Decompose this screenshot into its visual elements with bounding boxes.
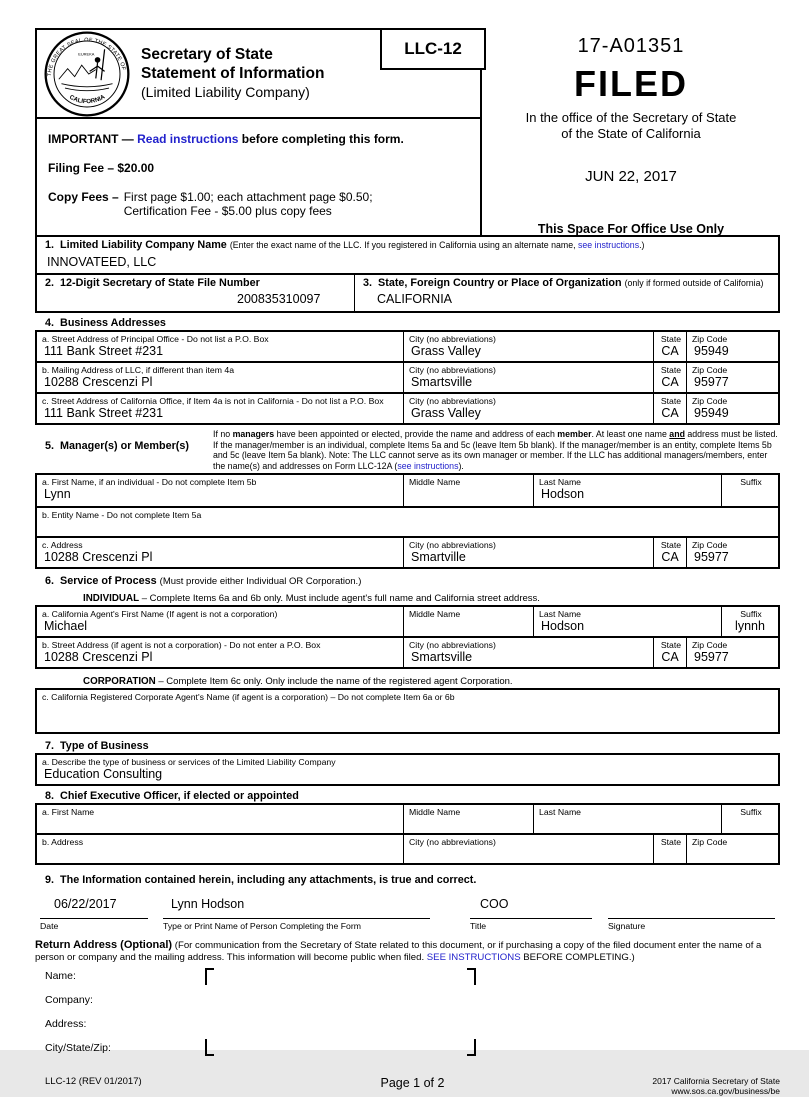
return-company-label: Company: xyxy=(45,994,93,1007)
signature-label: Signature xyxy=(608,920,646,931)
important-rest: before completing this form. xyxy=(238,132,404,146)
agent-state-field[interactable]: CA xyxy=(661,649,679,664)
address-field[interactable]: 10288 Crescenzi Pl xyxy=(44,549,153,564)
title-field[interactable]: COO xyxy=(470,897,592,919)
header-left-box xyxy=(35,28,482,237)
ceo-suffix-field[interactable] xyxy=(722,817,778,833)
file-number-field[interactable]: 200835310097 xyxy=(237,292,321,306)
california-state-seal-icon xyxy=(43,30,131,118)
date-field[interactable]: 06/22/2017 xyxy=(40,897,148,919)
filing-number: 17-A01351 xyxy=(577,35,685,57)
fees-info-area xyxy=(37,119,480,218)
zip-label: Zip Code xyxy=(692,334,728,344)
bracket-bottom-right-mark xyxy=(467,1039,476,1056)
state-label: State xyxy=(660,639,682,650)
return-address-section xyxy=(35,939,780,1060)
ceo-middle-name-field[interactable] xyxy=(404,817,533,833)
agent-suffix-field[interactable]: lynnh xyxy=(735,618,765,633)
filed-office-line1: In the office of the Secretary of State xyxy=(525,110,737,125)
state-label: State xyxy=(660,539,682,550)
entity-name-field[interactable] xyxy=(37,520,778,536)
city-label: City (no abbreviations) xyxy=(409,365,496,375)
street-field[interactable]: 10288 Crescenzi Pl xyxy=(44,375,153,389)
seal-motto-text: EUREKA xyxy=(78,51,95,57)
ceo-name-row-8a xyxy=(35,803,780,835)
section-8-heading: 8. Chief Executive Officer, if elected or appointed xyxy=(45,789,299,802)
read-instructions-link[interactable]: Read instructions xyxy=(137,132,239,146)
suffix-label: Suffix xyxy=(740,476,762,487)
agent-street-field[interactable]: 10288 Crescenzi Pl xyxy=(44,649,153,664)
bracket-top-right-mark xyxy=(467,968,476,985)
state-label: State xyxy=(660,365,682,375)
city-label: City (no abbreviations) xyxy=(409,396,496,406)
state-field[interactable]: CA xyxy=(661,375,679,389)
section-5-intro xyxy=(35,425,780,475)
company-name-field[interactable]: INNOVATEED, LLC xyxy=(47,255,157,269)
agent-address-row-6b xyxy=(35,636,780,669)
row-label: b. Address xyxy=(42,836,84,847)
zip-label: Zip Code xyxy=(692,365,728,375)
zip-field[interactable]: 95949 xyxy=(694,406,729,420)
city-field[interactable]: Grass Valley xyxy=(411,344,481,358)
individual-note: INDIVIDUAL – Complete Items 6a and 6b only. Must include agent's full name and California street address. xyxy=(83,592,540,604)
copy-fees-line xyxy=(48,190,469,218)
last-name-label: Last Name xyxy=(539,476,582,487)
city-field[interactable]: Smartville xyxy=(411,549,466,564)
last-name-label: Last Name xyxy=(539,608,582,619)
page-footer xyxy=(35,1076,780,1097)
row-label: b. Mailing Address of LLC, if different than item 4a xyxy=(42,365,235,375)
see-instructions-link-return[interactable]: SEE INSTRUCTIONS xyxy=(426,951,521,963)
last-name-field[interactable]: Hodson xyxy=(541,486,585,501)
section-2-file-number: 2. 12-Digit Secretary of State File Number 200835310097 xyxy=(37,275,354,311)
middle-name-label: Middle Name xyxy=(409,806,461,817)
city-label: City (no abbreviations) xyxy=(409,539,496,550)
city-label: City (no abbreviations) xyxy=(409,639,496,650)
ceo-address-row-8b xyxy=(35,833,780,865)
return-citystatezip-label: City/State/Zip: xyxy=(45,1042,111,1055)
section-2-3-row xyxy=(35,273,780,313)
middle-name-field[interactable] xyxy=(404,487,533,506)
row-label: a. First Name, if an individual - Do not complete Item 5b xyxy=(42,476,257,487)
city-field[interactable]: Smartsville xyxy=(411,375,473,389)
row-label: a. California Agent's First Name (If agent is not a corporation) xyxy=(42,608,278,619)
copy-fees-text2: Certification Fee - $5.00 plus copy fees xyxy=(123,204,332,218)
ceo-address-field[interactable] xyxy=(37,847,403,863)
address-row-4c xyxy=(35,392,780,425)
title-label: Title xyxy=(470,920,487,931)
important-note xyxy=(48,132,469,146)
filing-fee-line: Filing Fee – $20.00 xyxy=(48,161,155,175)
form-number-badge: LLC-12 xyxy=(380,28,486,70)
section-5-instructions: If no managers have been appointed or elected, provide the name and address of each member. At least one name and address must be listed. If the manager/member is an individual, complete Items 5a and 5c (leave Item 5b blank). If the manager/member is an entity, complete Items 5b and 5c (leave Item 5a blank). Note: The LLC cannot serve as its own manager or member. If the LLC has additional managers/members, enter the name(s) and addresses on Form LLC-12A (see instructions). xyxy=(213,429,778,472)
see-instructions-link-1[interactable]: see instructions xyxy=(577,240,640,250)
middle-name-label: Middle Name xyxy=(409,476,461,487)
row-label: a. Street Address of Principal Office - Do not list a P.O. Box xyxy=(42,334,269,344)
form-header xyxy=(35,28,780,237)
state-field[interactable]: CA xyxy=(661,549,679,564)
footer-form-revision: LLC-12 (REV 01/2017) xyxy=(45,1075,142,1087)
bracket-bottom-left-mark xyxy=(205,1039,214,1056)
last-name-label: Last Name xyxy=(539,806,582,817)
city-label: City (no abbreviations) xyxy=(409,836,496,847)
state-field[interactable]: CA xyxy=(661,406,679,420)
corporation-note: CORPORATION – Complete Item 6c only. Only include the name of the registered agent Corporation. xyxy=(83,675,513,687)
copy-fees-text1: First page $1.00; each attachment page $0.50; xyxy=(123,190,373,204)
date-label: Date xyxy=(40,920,59,931)
section-6-heading: 6. Service of Process (Must provide either Individual OR Corporation.) xyxy=(45,574,362,587)
seal-ring-top-text: THE GREAT SEAL OF THE STATE OF xyxy=(46,36,127,77)
state-label: State xyxy=(660,836,682,847)
see-instructions-link-5[interactable]: see instructions xyxy=(397,461,459,472)
corporate-agent-field[interactable] xyxy=(37,702,778,718)
form-title-line1: Secretary of State xyxy=(141,46,273,63)
footer-page-number: Page 1 of 2 xyxy=(380,1075,445,1090)
zip-field[interactable]: 95977 xyxy=(694,549,729,564)
signature-field[interactable] xyxy=(608,897,775,919)
row-label: a. First Name xyxy=(42,806,95,817)
section-1-company-name xyxy=(35,235,780,275)
zip-label: Zip Code xyxy=(692,836,728,847)
agent-middle-name-field[interactable] xyxy=(404,619,533,635)
street-field[interactable]: 111 Bank Street #231 xyxy=(44,406,164,420)
agent-first-name-field[interactable]: Michael xyxy=(44,618,88,633)
section-1-label: 1. Limited Liability Company Name (Enter the exact name of the LLC. If you registered in California using an alternate name, see instructions.) xyxy=(45,239,645,251)
manager-name-row-5a xyxy=(35,473,780,508)
row-label: c. Address xyxy=(42,539,83,550)
zip-label: Zip Code xyxy=(692,639,728,650)
agent-last-name-field[interactable]: Hodson xyxy=(541,618,585,633)
section-7-heading: 7. Type of Business xyxy=(45,739,149,752)
state-label: State xyxy=(660,396,682,406)
ceo-zip-field[interactable] xyxy=(687,847,778,863)
city-label: City (no abbreviations) xyxy=(409,334,496,344)
state-field[interactable]: CA xyxy=(661,344,679,358)
section-9-heading: 9. The Information contained herein, including any attachments, is true and correct. xyxy=(45,873,477,886)
street-field[interactable]: 111 Bank Street #231 xyxy=(44,344,164,358)
copy-fees-label: Copy Fees – xyxy=(48,190,119,204)
ceo-last-name-field[interactable] xyxy=(534,817,721,833)
agent-name-row-6a xyxy=(35,605,780,638)
section-4-heading: 4. Business Addresses xyxy=(45,317,166,329)
organization-field[interactable]: CALIFORNIA xyxy=(377,292,453,306)
row-label: b. Street Address (if agent is not a corporation) - Do not enter a P.O. Box xyxy=(42,639,321,650)
zip-field[interactable]: 95977 xyxy=(694,375,729,389)
ceo-first-name-field[interactable] xyxy=(37,817,403,833)
filed-office-line2: of the State of California xyxy=(561,126,701,141)
zip-label: Zip Code xyxy=(692,539,728,550)
preparer-name-field[interactable]: Lynn Hodson xyxy=(163,897,430,919)
middle-name-label: Middle Name xyxy=(409,608,461,619)
row-label: b. Entity Name - Do not complete Item 5a xyxy=(42,509,202,520)
section-3-organization: 3. State, Foreign Country or Place of Organization (only if formed outside of California) CALIFORNIA xyxy=(354,275,778,311)
agent-city-field[interactable]: Smartsville xyxy=(411,649,473,664)
suffix-label: Suffix xyxy=(740,806,762,817)
city-field[interactable]: Grass Valley xyxy=(411,406,481,420)
row-label: a. Describe the type of business or services of the Limited Liability Company xyxy=(42,756,336,767)
return-address-instructions: Return Address (Optional) (For communication from the Secretary of State related to this document, or if purchasing a copy of the filed document enter the name of a person or company and the mailing address. This information will become public when filed. SEE INSTRUCTIONS BEFORE COMPLETING.) xyxy=(35,938,762,963)
agent-zip-field[interactable]: 95977 xyxy=(694,649,729,664)
form-title-line3: (Limited Liability Company) xyxy=(141,84,310,100)
zip-label: Zip Code xyxy=(692,396,728,406)
footer-url[interactable]: www.sos.ca.gov/business/be xyxy=(671,1086,780,1097)
signature-area xyxy=(35,897,780,931)
suffix-field[interactable] xyxy=(722,487,778,506)
corporate-agent-row-6c xyxy=(35,688,780,734)
footer-copyright: 2017 California Secretary of State xyxy=(652,1075,780,1086)
filed-stamp: FILED xyxy=(574,63,688,104)
filed-date: JUN 22, 2017 xyxy=(585,168,677,185)
preparer-name-label: Type or Print Name of Person Completing the Form xyxy=(163,920,361,931)
address-row-4a xyxy=(35,330,780,363)
ceo-state-field[interactable] xyxy=(654,847,686,863)
entity-name-row-5b xyxy=(35,506,780,538)
filed-stamp-area xyxy=(482,28,780,237)
suffix-label: Suffix xyxy=(740,608,762,619)
section-5-heading: 5. Manager(s) or Member(s) xyxy=(45,440,190,452)
zip-field[interactable]: 95949 xyxy=(694,344,729,358)
manager-address-row-5c xyxy=(35,536,780,569)
address-row-4b xyxy=(35,361,780,394)
form-title-line2: Statement of Information xyxy=(141,65,325,82)
state-label: State xyxy=(660,334,682,344)
row-label: c. California Registered Corporate Agent's Name (if agent is a corporation) – Do not complete Item 6a or 6b xyxy=(42,691,455,702)
bracket-top-left-mark xyxy=(205,968,214,985)
office-use-label: This Space For Office Use Only xyxy=(537,222,725,236)
row-label: c. Street Address of California Office, if Item 4a is not in California - Do not list a P.O. Box xyxy=(42,396,384,406)
ceo-city-field[interactable] xyxy=(404,847,653,863)
first-name-field[interactable]: Lynn xyxy=(44,486,71,501)
return-address-label: Address: xyxy=(45,1018,87,1031)
return-name-label: Name: xyxy=(45,970,76,983)
business-type-row-7a xyxy=(35,753,780,786)
business-type-field[interactable]: Education Consulting xyxy=(44,766,163,781)
important-label: IMPORTANT — xyxy=(48,132,138,146)
seal-ring-bottom-text: CALIFORNIA xyxy=(68,92,107,105)
